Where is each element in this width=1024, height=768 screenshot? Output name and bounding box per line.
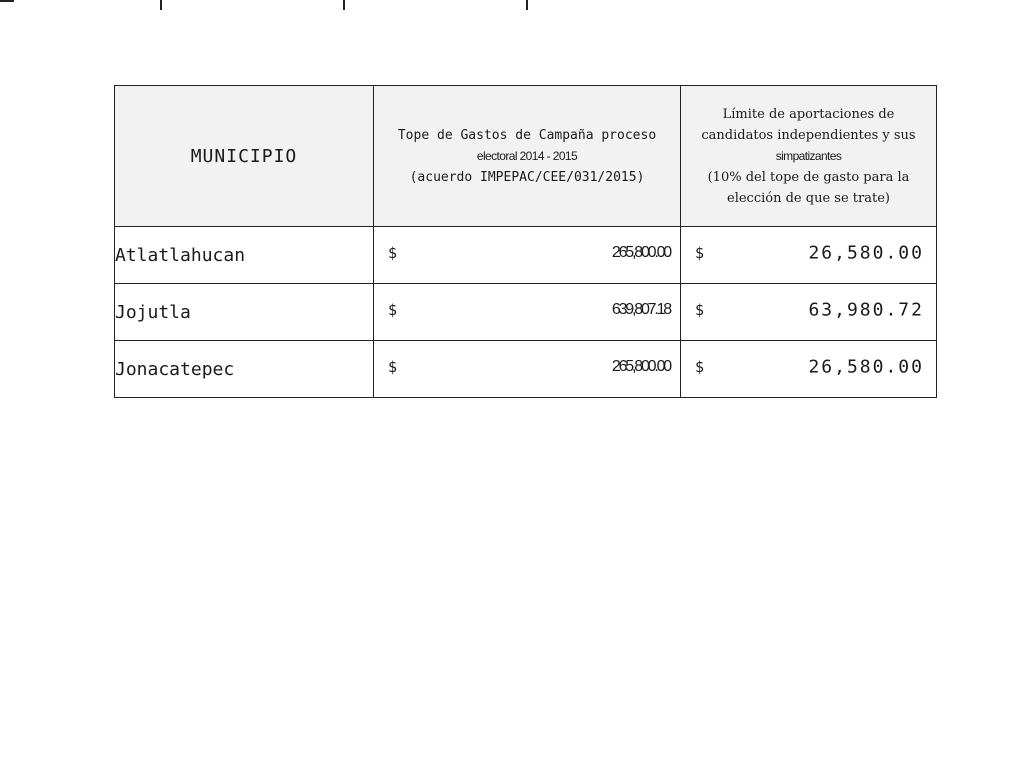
limite-cell — [681, 341, 937, 398]
header-limite-line: Límite de aportaciones de — [722, 106, 895, 122]
municipio-cell: Jonacatepec — [115, 341, 374, 398]
limite-amount: 63,980.72 — [808, 299, 924, 321]
currency-symbol: $ — [388, 244, 398, 263]
header-limite-line: candidatos independientes y sus — [701, 127, 916, 143]
top-border-fragment — [526, 0, 528, 10]
limite-amount: 26,580.00 — [808, 242, 924, 264]
header-limite-line: elección de que se trate) — [727, 190, 890, 206]
top-border-fragment — [160, 0, 162, 10]
header-tope-line: (acuerdo IMPEPAC/CEE/031/2015) — [409, 169, 645, 185]
header-tope-line: Tope de Gastos de Campaña proceso — [397, 127, 657, 143]
tope-amount: 265,800.00 — [611, 244, 670, 262]
table-row — [115, 341, 937, 398]
table-row — [115, 284, 937, 341]
municipio-cell: Jojutla — [115, 284, 374, 341]
tope-amount: 265,800.00 — [611, 358, 670, 376]
limite-cell — [681, 284, 937, 341]
header-limite-line: simpatizantes — [775, 148, 842, 163]
currency-symbol: $ — [695, 358, 705, 377]
campaign-expense-table — [114, 85, 937, 398]
header-row — [115, 86, 937, 227]
tope-cell — [374, 227, 681, 284]
header-municipio — [115, 86, 374, 227]
limite-amount: 26,580.00 — [808, 356, 924, 378]
tope-amount: 639,807.18 — [611, 301, 670, 319]
table-row — [115, 227, 937, 284]
top-border-fragment — [343, 0, 345, 10]
currency-symbol: $ — [695, 244, 705, 263]
top-border-fragment — [0, 0, 14, 2]
header-municipio-label: MUNICIPIO — [190, 145, 298, 167]
currency-symbol: $ — [388, 301, 398, 320]
municipio-cell: Atlatlahucan — [115, 227, 374, 284]
header-tope-line: electoral 2014 - 2015 — [476, 148, 578, 163]
limite-cell — [681, 227, 937, 284]
currency-symbol: $ — [388, 358, 398, 377]
header-limite-line: (10% del tope de gasto para la — [707, 169, 910, 185]
currency-symbol: $ — [695, 301, 705, 320]
tope-cell — [374, 341, 681, 398]
tope-cell — [374, 284, 681, 341]
header-tope-gastos — [374, 86, 681, 227]
header-limite-aportaciones — [681, 86, 937, 227]
